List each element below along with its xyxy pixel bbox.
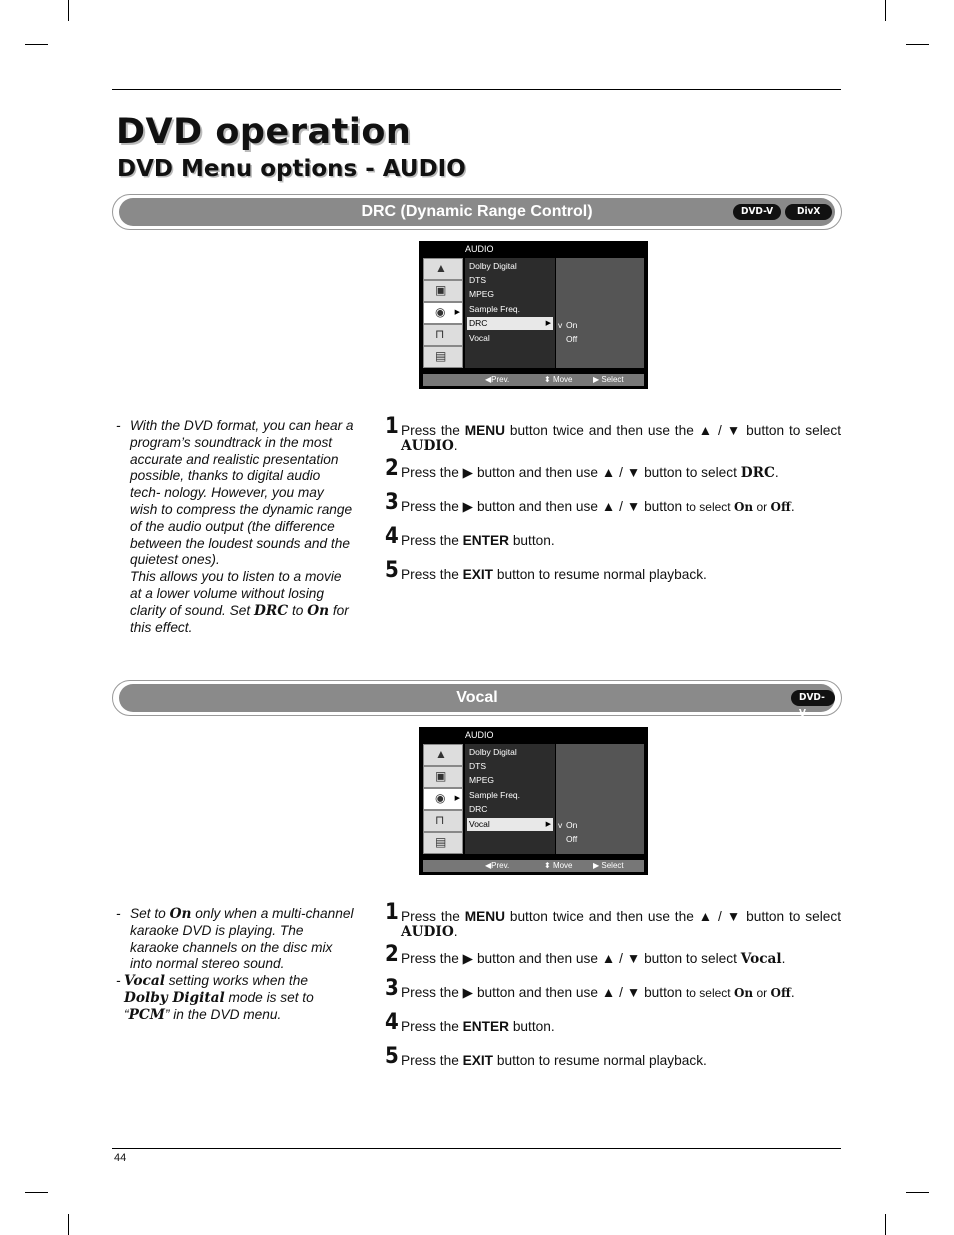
bottom-rule — [112, 1148, 841, 1149]
setup-icon: ▤ — [423, 346, 463, 368]
movie-icon: ▲ — [423, 744, 463, 766]
osd-menu-vocal — [419, 727, 648, 875]
step-2: 2 Press the ▶ button and then use ▲ / ▼ button to select Vocal. — [385, 942, 786, 967]
step-1: 1 Press the MENU button twice and then use the ▲ / ▼ button to select AUDIO. — [385, 900, 841, 940]
osd-item: DRC — [469, 804, 488, 814]
movie-icon: ▲ — [423, 258, 463, 280]
section-heading: Vocal — [456, 689, 498, 706]
step-4: 4 Press the ENTER button. — [385, 1010, 555, 1035]
step-4: 4 Press the ENTER button. — [385, 524, 555, 549]
osd-footer — [423, 374, 644, 386]
step-3: 3 Press the ▶ button and then use ▲ / ▼ button to select On or Off. — [385, 490, 795, 515]
osd-item-list — [465, 258, 555, 368]
note-drc: - With the DVD format, you can hear a program’s soundtrack in the most accurate and realistic presentation possible, thanks to digital audio tech- nology. However, you may wish to compress the dynamic range of the audio output (the difference between the loudest sounds and the quietest ones). This allows you to listen to a movie at a lower volume without losing clarity of sound. Set DRC to On for this effect. — [116, 418, 354, 635]
osd-item: MPEG — [469, 775, 495, 785]
crop-mark — [68, 0, 69, 21]
osd-item-selected: Vocal ▶ — [469, 819, 551, 829]
section-heading: DRC (Dynamic Range Control) — [361, 203, 593, 220]
top-rule — [112, 89, 841, 90]
badge-dvd-v: DVD-V — [733, 204, 781, 220]
chevron-right-icon: ▶ — [545, 320, 551, 327]
osd-value-on: On — [566, 320, 578, 330]
prev-hint: ◀Prev. — [485, 861, 510, 870]
audio-icon: ◉ ▶ — [423, 788, 463, 810]
osd-value-on: On — [566, 820, 578, 830]
osd-title: AUDIO — [465, 244, 494, 254]
osd-icon-column — [423, 744, 463, 854]
crop-mark — [25, 44, 48, 45]
page-subtitle: DVD Menu options - AUDIO — [117, 156, 466, 182]
lock-icon: ⊓ — [423, 810, 463, 832]
osd-item: Dolby Digital — [469, 261, 517, 271]
crop-mark — [885, 0, 886, 21]
note-vocal: - Set to On only when a multi-channel karaoke DVD is playing. The karaoke channels on the disc mix into normal stereo sound. - Vocal setting works when the Dolby Digital mode is set to “PCM” in the DVD menu. — [116, 906, 354, 1023]
crop-mark — [906, 1192, 929, 1193]
prev-hint: ◀Prev. — [485, 375, 510, 384]
osd-item: MPEG — [469, 289, 495, 299]
step-3: 3 Press the ▶ button and then use ▲ / ▼ button to select On or Off. — [385, 976, 795, 1001]
crop-mark — [68, 1214, 69, 1235]
osd-values — [556, 744, 644, 854]
audio-icon: ◉ ▶ — [423, 302, 463, 324]
section-bar-vocal — [112, 680, 842, 719]
page-title: DVD operation — [116, 112, 412, 152]
osd-item: DTS — [469, 275, 486, 285]
osd-title: AUDIO — [465, 730, 494, 740]
crop-mark — [885, 1214, 886, 1235]
osd-item-selected: DRC ▶ — [469, 318, 551, 328]
badge-dvd-v: DVD-V — [791, 690, 835, 706]
lock-icon: ⊓ — [423, 324, 463, 346]
subtitle-icon: ▣ — [423, 766, 463, 788]
section-bar-fill — [119, 684, 835, 719]
check-mark: v — [558, 320, 563, 330]
move-hint: ⬍ Move — [544, 861, 573, 870]
osd-item-list — [465, 744, 555, 854]
chevron-right-icon: ▶ — [545, 821, 551, 828]
crop-mark — [25, 1192, 48, 1193]
setup-icon: ▤ — [423, 832, 463, 854]
subtitle-icon: ▣ — [423, 280, 463, 302]
move-hint: ⬍ Move — [544, 375, 573, 384]
osd-item: DTS — [469, 761, 486, 771]
osd-item: Vocal — [469, 333, 490, 343]
badge-divx: DivX — [785, 204, 832, 220]
check-mark: v — [558, 820, 563, 830]
step-5: 5 Press the EXIT button to resume normal playback. — [385, 558, 707, 583]
osd-footer — [423, 860, 644, 872]
osd-icon-column — [423, 258, 463, 368]
osd-menu-drc — [419, 241, 648, 389]
osd-value-off: Off — [566, 334, 578, 344]
step-2: 2 Press the ▶ button and then use ▲ / ▼ button to select DRC. — [385, 456, 779, 481]
section-bar-drc — [112, 194, 842, 230]
osd-item: Sample Freq. — [469, 790, 521, 800]
step-5: 5 Press the EXIT button to resume normal playback. — [385, 1044, 707, 1069]
osd-value-off: Off — [566, 834, 578, 844]
page-number: 44 — [114, 1152, 127, 1164]
select-hint: ▶ Select — [593, 861, 624, 870]
step-1: 1 Press the MENU button twice and then use the ▲ / ▼ button to select AUDIO. — [385, 414, 841, 454]
osd-values — [556, 258, 644, 368]
osd-item: Sample Freq. — [469, 304, 521, 314]
osd-item: Dolby Digital — [469, 747, 517, 757]
section-bar-fill — [119, 198, 835, 226]
crop-mark — [906, 44, 929, 45]
select-hint: ▶ Select — [593, 375, 624, 384]
